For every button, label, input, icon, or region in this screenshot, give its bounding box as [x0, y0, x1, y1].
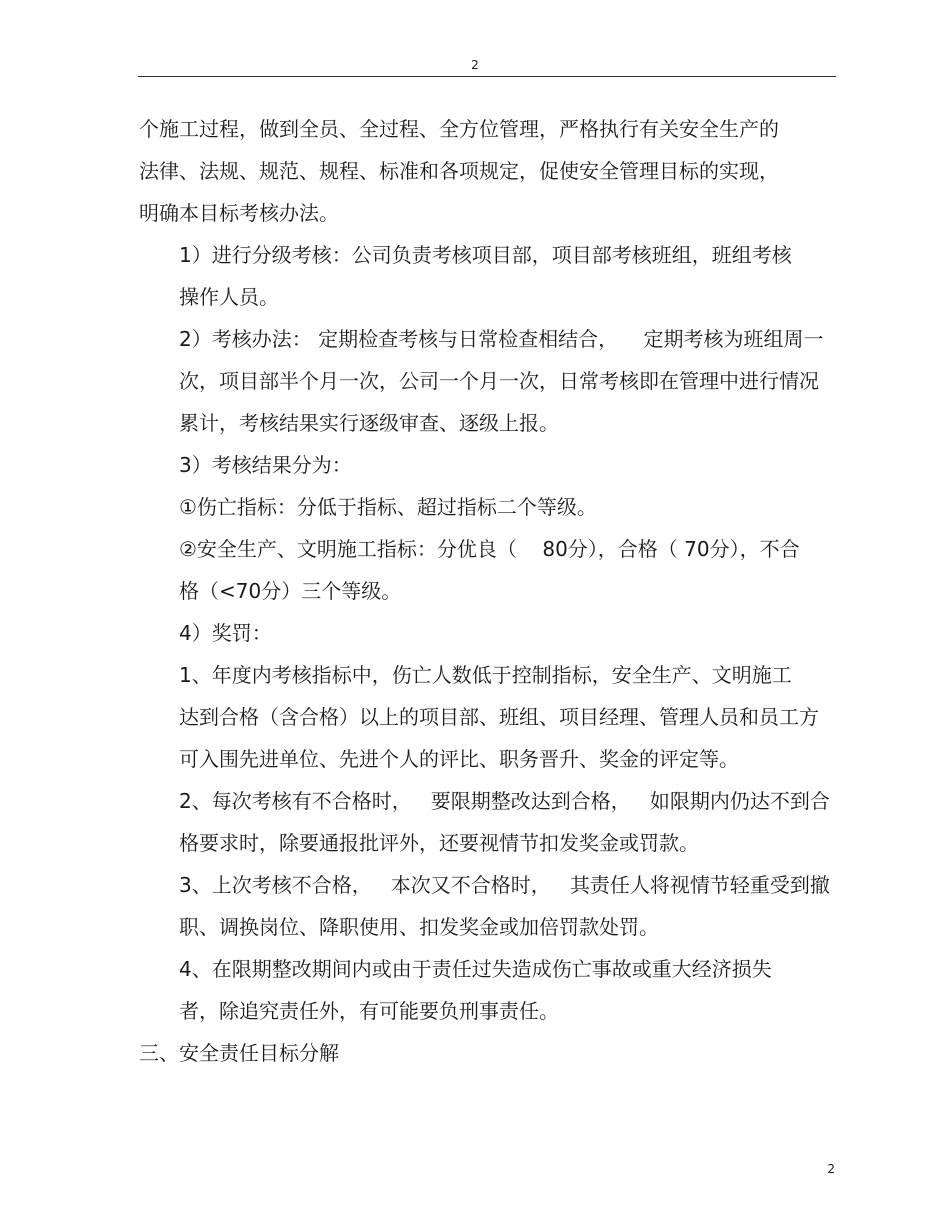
paragraph-assessment-levels: 1）进行分级考核：公司负责考核项目部，项目部考核班组，班组考核 操作人员。	[179, 243, 792, 309]
paragraph-result-categories: 3）考核结果分为：	[179, 453, 352, 477]
paragraph-rule-3: 3、上次考核不合格， 本次又不合格时， 其责任人将视情节轻重受到撤 职、调换岗位、降职使用、扣发奖金或加倍罚款处罚。	[179, 873, 830, 939]
header-divider	[138, 76, 836, 77]
section-heading: 三、安全责任目标分解	[139, 1041, 339, 1065]
paragraph-rule-4: 4、在限期整改期间内或由于责任过失造成伤亡事故或重大经济损失 者，除追究责任外，有可能要负刑事责任。	[179, 957, 772, 1023]
document-body	[139, 108, 839, 1074]
paragraph-casualty-index: ①伤亡指标：分低于指标、超过指标二个等级。	[179, 495, 597, 519]
paragraph-intro: 个施工过程，做到全员、全过程、全方位管理，严格执行有关安全生产的 法律、法规、规范、规程、标准和各项规定，促使安全管理目标的实现， 明确本目标考核办法。	[139, 117, 779, 225]
paragraph-safety-civilization-index: ②安全生产、文明施工指标：分优良（ 80分），合格（ 70分），不合 格（<70分）三个等级。	[179, 537, 800, 603]
paragraph-assessment-method: 2）考核办法： 定期检查考核与日常检查相结合， 定期考核为班组周一 次，项目部半个月一次，公司一个月一次，日常考核即在管理中进行情况 累计，考核结果实行逐级审查、逐级上报。	[179, 327, 824, 435]
paragraph-rule-2: 2、每次考核有不合格时， 要限期整改达到合格， 如限期内仍达不到合 格要求时，除要通报批评外，还要视情节扣发奖金或罚款。	[179, 789, 830, 855]
header-page-number: 2	[471, 58, 479, 72]
paragraph-rewards-penalties: 4）奖罚：	[179, 621, 272, 645]
paragraph-rule-1: 1、年度内考核指标中，伤亡人数低于控制指标，安全生产、文明施工 达到合格（含合格）以上的项目部、班组、项目经理、管理人员和员工方 可入围先进单位、先进个人的评比、职务晋升、奖金的评定等。	[179, 663, 819, 771]
footer-page-number: 2	[827, 1162, 835, 1176]
